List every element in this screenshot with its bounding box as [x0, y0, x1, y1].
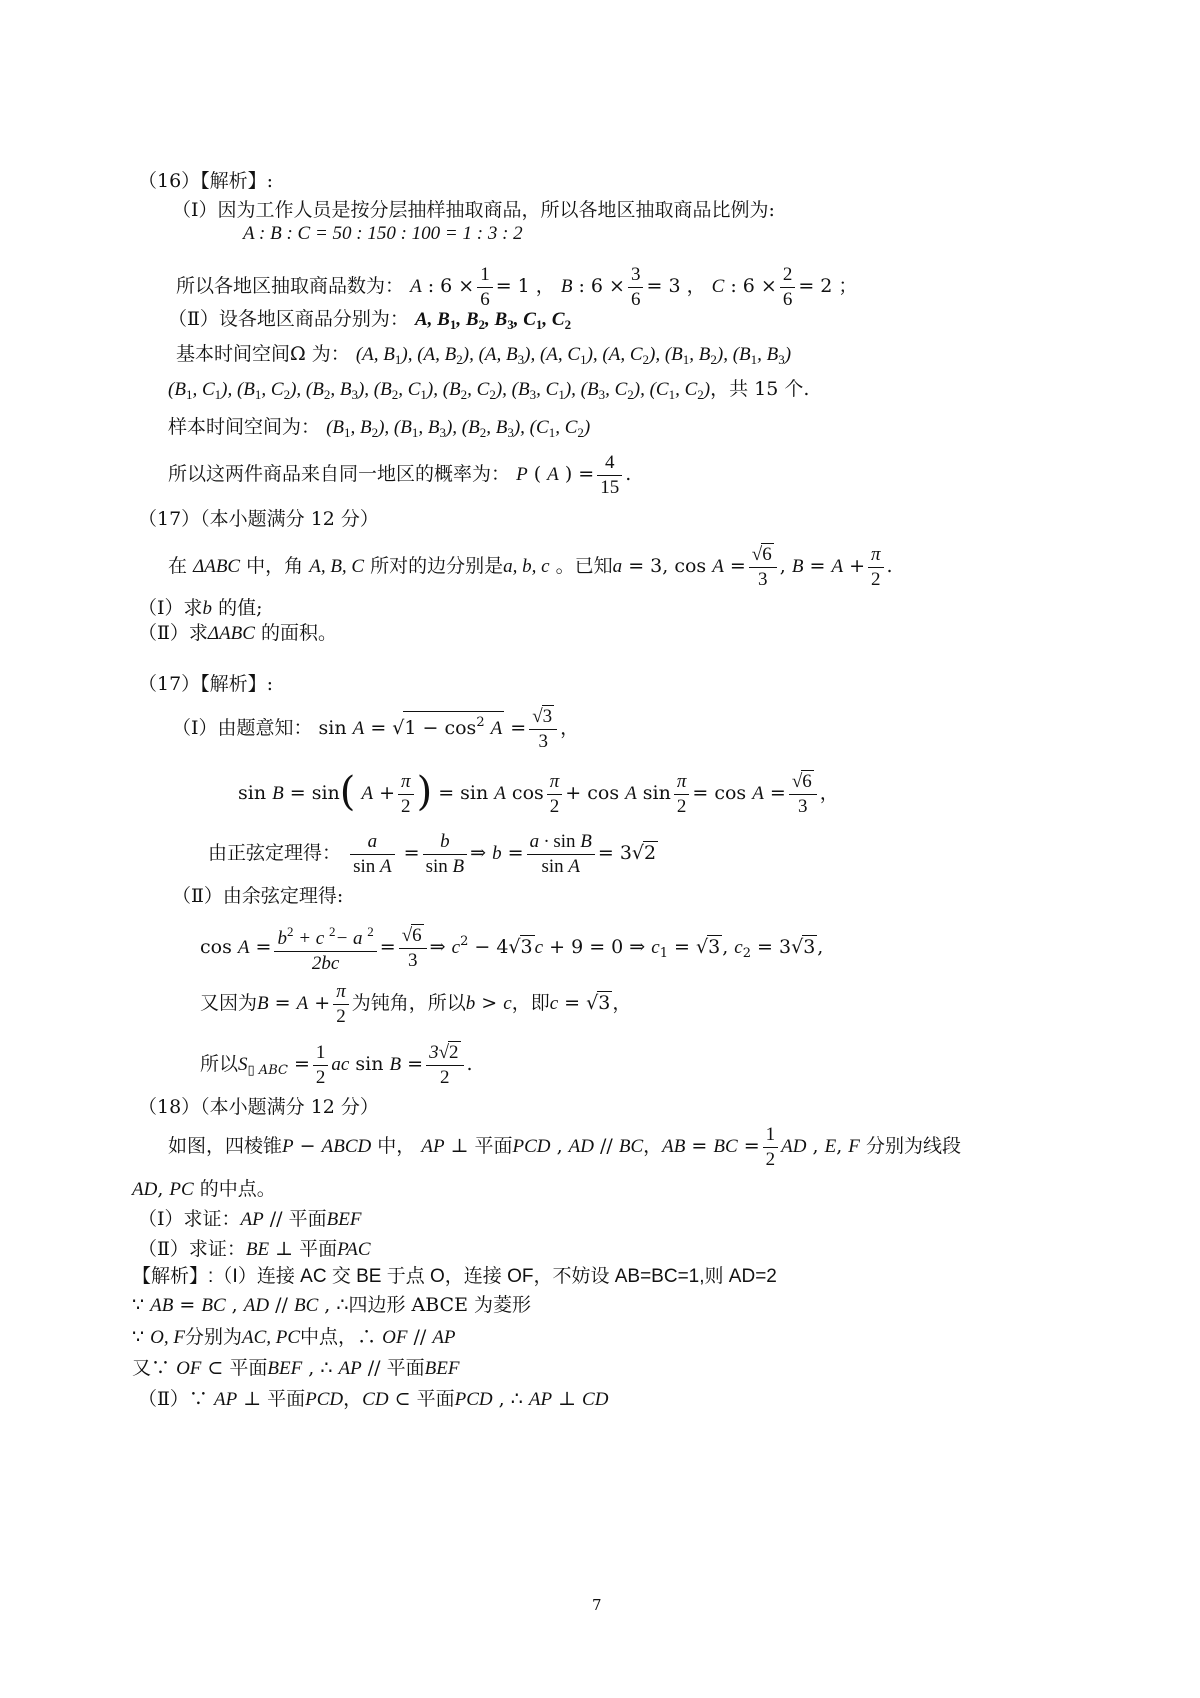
q17-obtuse-line: 又因为B = A + $\frac{\pi}{2}$ 为钝角，所以b > c，即c = √3 ，	[200, 980, 632, 1027]
q16-probability-line: 所以这两件商品来自同一地区的概率为： P ( A ) = $\frac{4}{15}$ .	[168, 451, 632, 498]
q17-sinA-line: （Ⅰ）由题意知： $\sin A = √1 - \cos^2 A$ = $\frac{√3}{3}$ ，	[172, 705, 580, 752]
q17-stem: 在 ΔABC 中，角 A, B, C 所对的边分别是a, b, c 。已知a = 3, cos A = $\frac{√6}{3}$ , B = A + $\frac{\pi}{2}$ .	[168, 543, 893, 590]
q18-part2: （Ⅱ）求证：BE ⊥ 平面PAC	[138, 1238, 371, 1260]
q16-part2-line: （Ⅱ）设各地区商品分别为： A, $B_1$, $B_2$, $B_3$, $C_1$, $C_2$	[168, 308, 572, 332]
q17-sinB-line: sin B = sin( A + $\frac{\pi}{2}$ ) = sin A cos $\frac{\pi}{2}$ + cos A sin $\frac{\pi}{2}$ = cos A = $\frac{√6}{3}$ ，	[238, 769, 839, 817]
q18-solution-line3: 又∵ OF ⊂ 平面BEF , ∴ AP // 平面BEF	[132, 1357, 460, 1379]
q16-ratio-equation: A : B : C = 50 : 150 : 100 = 1 : 3 : 2	[243, 223, 523, 244]
q18-solution-line2: ∵ O, F分别为AC, PC中点，∴ OF // AP	[132, 1326, 456, 1348]
q17-part2: （Ⅱ）求ΔABC 的面积。	[138, 622, 338, 644]
q18-header: （18）（本小题满分 12 分）	[138, 1096, 379, 1118]
q16-part1-text: （Ⅰ）因为工作人员是按分层抽样抽取商品，所以各地区抽取商品比例为:	[172, 199, 775, 221]
page-number: 7	[592, 1596, 602, 1614]
q17-solution-header: （17）【解析】:	[138, 673, 274, 695]
q16-sample-space-line2: ($B_1$, $C_1$), ($B_1$, $C_2$), ($B_2$, $B_3$), ($B_2$, $C_1$), ($B_2$, $C_2$), ($B_3$, $C_1$), ($B_3$, $C_2$), ($C_1$, $C_2$)，共 15 个.	[168, 378, 810, 402]
q17-header: （17）（本小题满分 12 分）	[138, 508, 379, 530]
q16-sample-space-line1: 基本时间空间Ω 为： (A, $B_1$), (A, $B_2$), (A, $B_3$), (A, $C_1$), (A, $C_2$), ($B_1$, $B_2$), ($B_1$, $B_3$)	[176, 343, 792, 367]
q18-part1: （Ⅰ）求证：AP // 平面BEF	[138, 1208, 362, 1230]
q16-event-space-line: 样本时间空间为： ($B_1$, $B_2$), ($B_1$, $B_3$), ($B_2$, $B_3$), ($C_1$, $C_2$)	[168, 416, 591, 440]
q17-cosine-rule-line: cos A = $\frac{b^2 + c ^2- a ^2}{2bc}$ = $\frac{√6}{3}$ ⇒ $c^2 - 4√3$ c + 9 = 0 ⇒ $c_1 = √3$ , $c_2 = 3√3$ ,	[200, 914, 823, 982]
q17-cosine-rule-header: （Ⅱ）由余弦定理得:	[172, 885, 344, 907]
q16-header: （16）【解析】:	[138, 170, 274, 192]
q18-stem-line2: AD, PC 的中点。	[132, 1178, 276, 1200]
q17-sine-rule-line: 由正弦定理得： $\frac{a}{\text{sin A}}$ = $\frac{b}{\text{sin B}}$ ⇒ b = $\frac{\text{a · sin B}}{\text{sin A}}$ = 3√2	[208, 830, 657, 877]
q18-solution-intro: 【解析】:（Ⅰ）连接 AC 交 BE 于点 O，连接 OF，不妨设 AB=BC=1,则 AD=2	[132, 1266, 777, 1287]
q18-stem-line1: 如图，四棱锥P − ABCD 中， AP ⊥ 平面PCD , AD // BC，AB = BC = $\frac{1}{2}$ AD , E, F 分别为线段	[168, 1123, 961, 1170]
q18-solution-line1: ∵ AB = BC , AD // BC , ∴四边形 ABCE 为菱形	[132, 1294, 532, 1316]
q18-solution-line4: （Ⅱ）∵ AP ⊥ 平面PCD，CD ⊂ 平面PCD , ∴ AP ⊥ CD	[138, 1388, 609, 1410]
q16-counts-line: 所以各地区抽取商品数为： A : 6 × $\frac{1}{6}$ = 1 ， B : 6 × $\frac{3}{6}$ = 3 ， C : 6 × $\frac{2}{6}$ = 2 ；	[176, 263, 858, 310]
q17-part1: （Ⅰ）求b 的值;	[138, 597, 263, 619]
q17-area-line: 所以$S_{▯ ABC}$ = $\frac{1}{2}$ ac sin B = $\frac{3√2}{2}$ .	[200, 1041, 473, 1088]
